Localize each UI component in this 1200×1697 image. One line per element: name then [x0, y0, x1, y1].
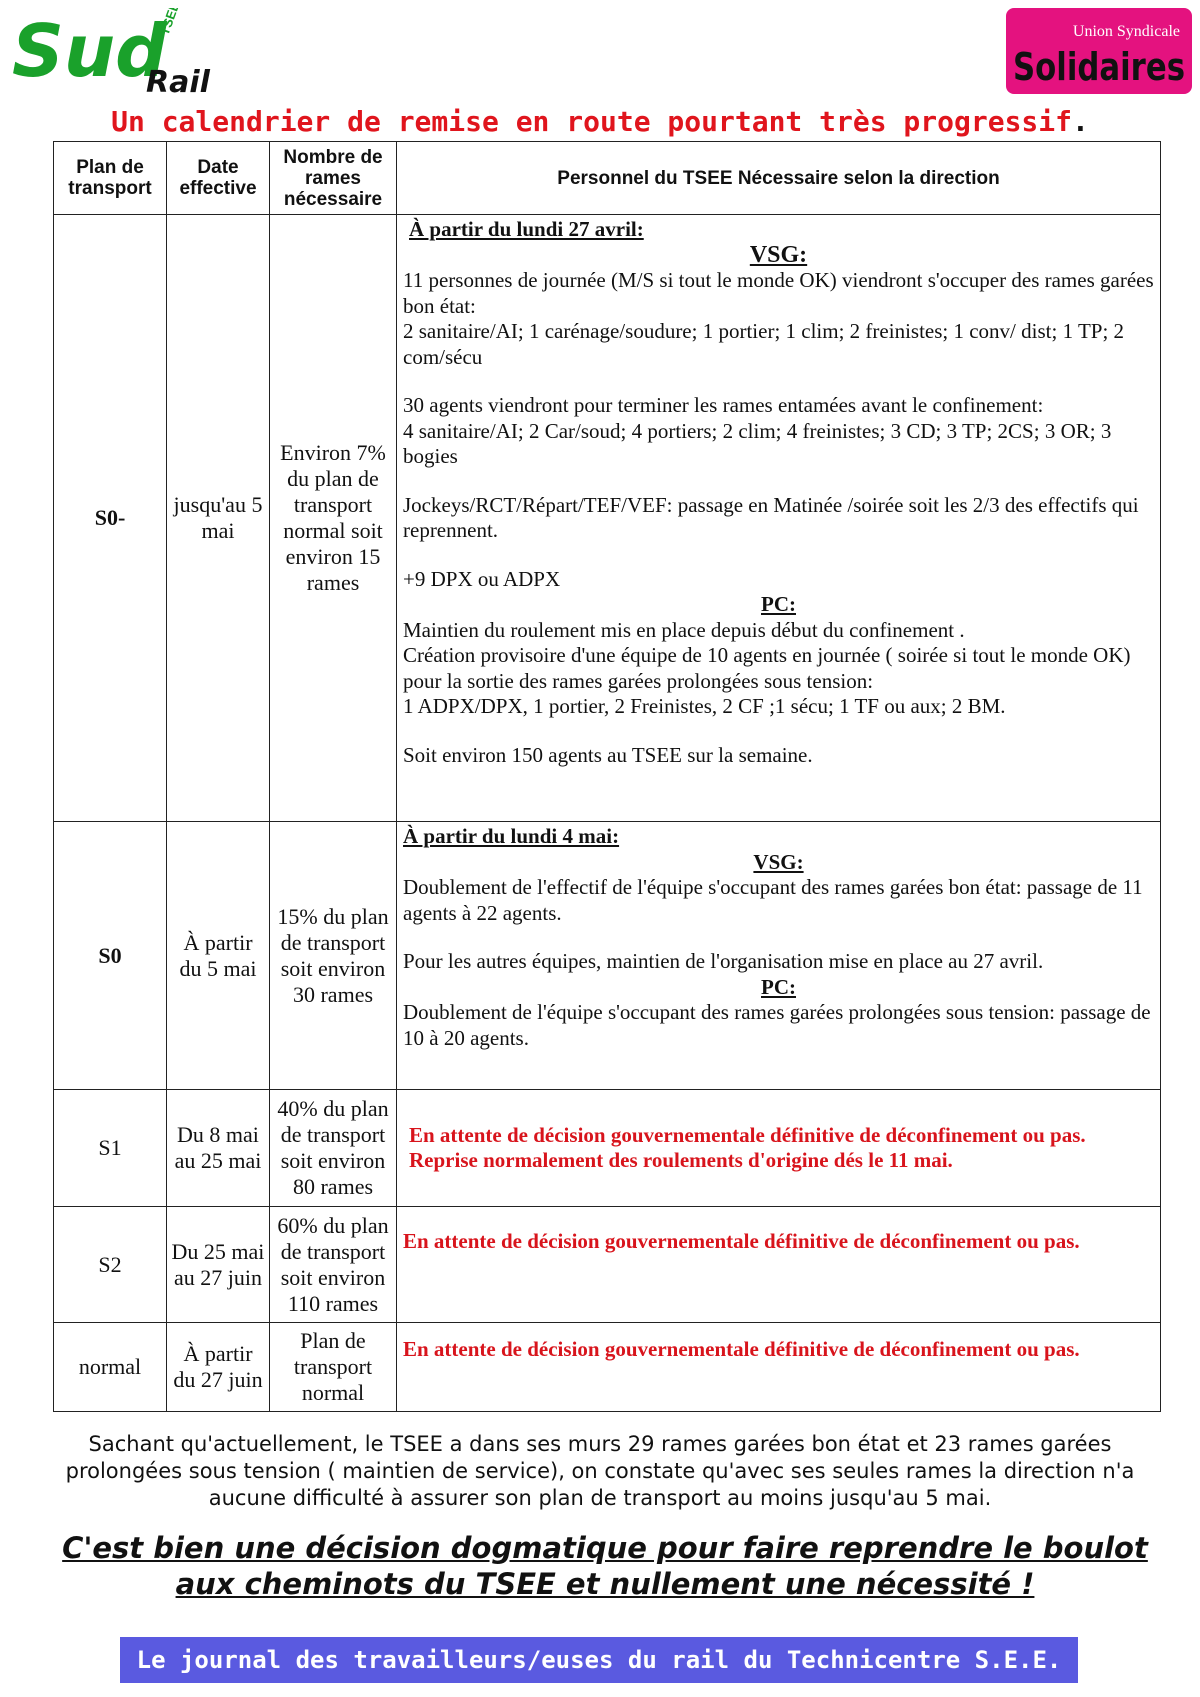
headline: [0, 105, 1200, 138]
period-intro: À partir du lundi 27 avril:: [409, 217, 644, 241]
rames-cell: Environ 7% du plan de transport normal soit environ 15 rames: [270, 215, 397, 822]
rames-cell: 40% du plan de transport soit environ 80 rames: [270, 1090, 397, 1207]
vsg-text: 2 sanitaire/AI; 1 carénage/soudure; 1 portier; 1 clim; 2 freinistes; 1 conv/ dist; 1 TP; 2 com/sécu: [403, 319, 1125, 369]
solidaires-logo-graphic: [1004, 6, 1194, 96]
solidaires-logo-text: Solidaires: [1013, 45, 1185, 89]
personnel-cell: [397, 215, 1161, 822]
pc-title: PC:: [761, 974, 796, 999]
plan-cell: S0: [54, 822, 167, 1090]
decision-text: En attente de décision gouvernementale définitive de déconfinement ou pas.: [409, 1122, 1086, 1147]
sud-rail-logo: [8, 8, 248, 98]
pc-text: Doublement de l'équipe s'occupant des rames garées prolongées sous tension: passage de 10 à 20 agents.: [403, 1000, 1151, 1050]
vsg-text: Pour les autres équipes, maintien de l'organisation mise en place au 27 avril.: [403, 949, 1044, 973]
vsg-text: +9 DPX ou ADPX: [403, 566, 561, 591]
rames-cell: 60% du plan de transport soit environ 110 rames: [270, 1207, 397, 1323]
sud-logo-small-text: TSEE: [156, 8, 183, 38]
vsg-text: 4 sanitaire/AI; 2 Car/soud; 4 portiers; 2 clim; 4 freinistes; 3 CD; 3 TP; 2CS; 3 OR; 3 bogies: [403, 418, 1112, 468]
vsg-text: Doublement de l'effectif de l'équipe s'occupant des rames garées bon état: passage de 11 agents à 22 agents.: [403, 875, 1143, 925]
rail-logo-text: Rail: [146, 65, 210, 98]
table-row: [54, 1207, 1161, 1323]
pc-text: Création provisoire d'une équipe de 10 agents en journée ( soirée si tout le monde OK) pour la sortie des rames garées prolongées sous tension:: [403, 643, 1131, 693]
personnel-cell: [397, 1207, 1161, 1323]
date-cell: jusqu'au 5 mai: [167, 215, 270, 822]
period-intro: À partir du lundi 4 mai:: [403, 824, 620, 848]
solidaires-logo: [1004, 6, 1194, 96]
plan-cell: S1: [54, 1090, 167, 1207]
vsg-text: Jockeys/RCT/Répart/TEF/VEF: passage en Matinée /soirée soit les 2/3 des effectifs qui reprennent.: [403, 492, 1139, 542]
decision-text: En attente de décision gouvernementale définitive de déconfinement ou pas.: [403, 1229, 1080, 1253]
table-row: [54, 215, 1161, 822]
header-date: Date effective: [167, 142, 270, 215]
headline-dot: .: [1072, 105, 1089, 138]
plan-cell: normal: [54, 1323, 167, 1412]
decision-text: Reprise normalement des roulements d'origine dés le 11 mai.: [409, 1148, 953, 1172]
total-text: Soit environ 150 agents au TSEE sur la semaine.: [403, 742, 813, 767]
pc-text: 1 ADPX/DPX, 1 portier, 2 Freinistes, 2 CF ;1 sécu; 1 TF ou aux; 2 BM.: [403, 694, 1006, 718]
pc-title: PC:: [761, 592, 796, 616]
table-row: [54, 1090, 1161, 1207]
headline-text: Un calendrier de remise en route pourtant très progressif: [111, 105, 1072, 138]
decision-text: En attente de décision gouvernementale définitive de déconfinement ou pas.: [403, 1337, 1080, 1361]
date-cell: Du 25 mai au 27 juin: [167, 1207, 270, 1323]
table-row: [54, 1323, 1161, 1412]
personnel-cell: [397, 822, 1161, 1090]
table-row: [54, 822, 1161, 1090]
date-cell: Du 8 mai au 25 mai: [167, 1090, 270, 1207]
date-cell: À partir du 27 juin: [167, 1323, 270, 1412]
rames-cell: 15% du plan de transport soit environ 30 rames: [270, 822, 397, 1090]
sud-rail-logo-graphic: [8, 8, 248, 98]
closing-claim: C'est bien une décision dogmatique pour faire reprendre le boulot aux cheminots du TSEE et nullement une nécessité !: [62, 1531, 1148, 1601]
footer-banner: Le journal des travailleurs/euses du rail du Technicentre S.E.E.: [120, 1637, 1078, 1683]
personnel-cell: [397, 1323, 1161, 1412]
plan-cell: S2: [54, 1207, 167, 1323]
vsg-text: 11 personnes de journée (M/S si tout le monde OK) viendront s'occuper des rames garées bon état:: [403, 268, 1154, 318]
plan-cell: S0-: [54, 215, 167, 822]
vsg-text: 30 agents viendront pour terminer les rames entamées avant le confinement:: [403, 393, 1044, 417]
personnel-cell: [397, 1090, 1161, 1207]
table-header-row: [54, 142, 1161, 215]
pc-text: Maintien du roulement mis en place depuis début du confinement .: [403, 617, 965, 642]
date-cell: À partir du 5 mai: [167, 822, 270, 1090]
header-personnel: Personnel du TSEE Nécessaire selon la direction: [397, 142, 1161, 215]
rames-cell: Plan de transport normal: [270, 1323, 397, 1412]
vsg-title: VSG:: [749, 241, 808, 268]
solidaires-logo-top: Union Syndicale: [1072, 23, 1180, 40]
sud-logo-text: Sud: [12, 9, 167, 93]
header-rames: Nombre de rames nécessaire: [270, 142, 397, 215]
transport-plan-table: [53, 141, 1161, 1412]
header-plan: Plan de transport: [54, 142, 167, 215]
closing-note: Sachant qu'actuellement, le TSEE a dans ses murs 29 rames garées bon état et 23 rames garées prolongées sous tension ( maintien de service), on constate qu'avec ses seules rames la direction n'a aucune difficulté à assurer son plan de transport au moins jusqu'au 5 mai.: [65, 1432, 1135, 1510]
vsg-title: VSG:: [753, 849, 804, 874]
